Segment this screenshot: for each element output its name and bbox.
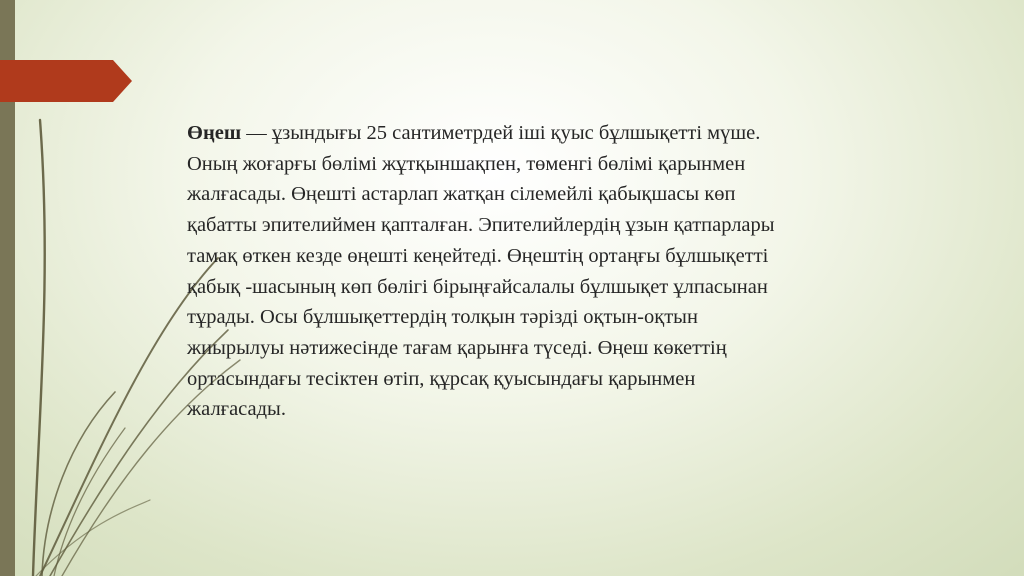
term-heading: Өңеш bbox=[187, 122, 242, 144]
text-line: қабатты эпителиймен қапталған. Эпителийлердің ұзын қатпарлары bbox=[187, 214, 775, 237]
text-line: Оның жоғарғы бөлімі жұтқыншақпен, төменгі бөлімі қарынмен bbox=[187, 152, 746, 175]
text-line: тұрады. Осы бұлшықеттердің толқын тәрізді оқтын-оқтын bbox=[187, 306, 698, 329]
text-line: тамақ өткен кезде өңешті кеңейтеді. Өңештің ортаңғы бұлшықетті bbox=[187, 244, 769, 267]
text-line: жалғасады. Өңешті астарлап жатқан сілемейлі қабықшасы көп bbox=[187, 183, 736, 206]
text-line: — ұзындығы 25 сантиметрдей іші қуыс бұлшықетті мүше. bbox=[241, 122, 761, 144]
text-line: қабық -шасының көп бөлігі бірыңғайсалалы бұлшықет ұлпасынан bbox=[187, 275, 768, 298]
text-line: жалғасады. bbox=[187, 398, 286, 421]
text-line: ортасындағы тесіктен өтіп, құрсақ қуысындағы қарынмен bbox=[187, 367, 696, 390]
accent-arrow-icon bbox=[0, 60, 132, 102]
text-line: жиырылуы нәтижесінде тағам қарынға түседі. Өңеш көкеттің bbox=[187, 336, 727, 359]
body-paragraph bbox=[187, 118, 927, 425]
